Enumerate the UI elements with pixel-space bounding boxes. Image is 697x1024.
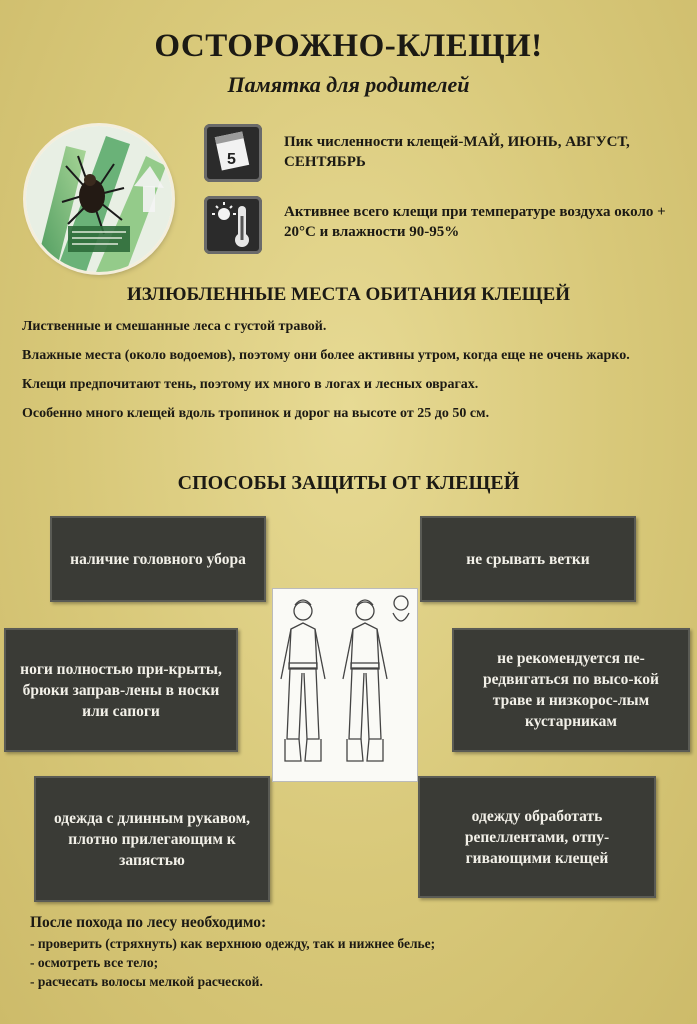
habitat-heading: ИЗЛЮБЛЕННЫЕ МЕСТА ОБИТАНИЯ КЛЕЩЕЙ <box>126 284 571 305</box>
tip-avoid-grass <box>452 628 690 752</box>
tip-long-sleeves <box>34 776 270 902</box>
tip-branches <box>420 516 636 602</box>
tip-headwear-text: наличие головного убора <box>70 550 246 568</box>
tip-legs-covered <box>4 628 238 752</box>
after-walk-list <box>30 934 670 991</box>
list-item: Особенно много клещей вдоль тропинок и дорог на высоте от 25 до 50 см. <box>22 406 490 421</box>
after-walk-title: После похода по лесу необходимо: <box>30 914 267 931</box>
habitat-list <box>22 318 682 434</box>
list-item: Клещи предпочитают тень, поэтому их много в логах и лесных оврагах. <box>22 377 479 392</box>
calendar-number: 5 <box>227 151 236 168</box>
page-title: ОСТОРОЖНО-КЛЕЩИ! <box>154 28 543 64</box>
list-item: Лиственные и смешанные леса с густой травой. <box>22 319 327 334</box>
protective-clothing-illustration <box>272 588 418 782</box>
list-item: - проверить (стряхнуть) как верхнюю одежду, так и нижнее белье; <box>30 936 436 951</box>
peak-season-text: Пик численности клещей-МАЙ, ИЮНЬ, АВГУСТ, СЕНТЯБРЬ <box>284 134 630 170</box>
tick-badge <box>26 126 172 272</box>
tip-repellent <box>418 776 656 898</box>
tip-sleeves-text: одежда с длинным рукавом, плотно прилегающим к запястью <box>53 809 251 869</box>
tip-repellent-text: одежду обработать репеллентами, отпу-гивающими клещей <box>464 807 610 867</box>
list-item: - осмотреть все тело; <box>30 955 159 970</box>
page-subtitle: Памятка для родителей <box>227 72 470 97</box>
tip-grass-text: не рекомендуется пе-редвигаться по высо-кой траве и низкорос-лым кустарникам <box>482 650 659 730</box>
thermometer-icon <box>204 196 262 254</box>
protection-heading: СПОСОБЫ ЗАЩИТЫ ОТ КЛЕЩЕЙ <box>177 472 520 494</box>
tick-on-grass-icon <box>26 126 172 272</box>
tip-headwear <box>50 516 266 602</box>
tip-branches-text: не срывать ветки <box>466 550 590 568</box>
list-item: - расчесать волосы мелкой расческой. <box>30 974 263 989</box>
tip-legs-text: ноги полностью при-крыты, брюки заправ-лены в носки или сапоги <box>20 660 222 720</box>
calendar-icon <box>204 124 262 182</box>
after-walk-block <box>30 914 670 991</box>
temperature-text: Активнее всего клещи при температуре воздуха около + 20°С и влажности 90-95% <box>284 204 666 240</box>
list-item: Влажные места (около водоемов), поэтому они более активны утром, когда еще не очень жарко. <box>22 348 630 363</box>
